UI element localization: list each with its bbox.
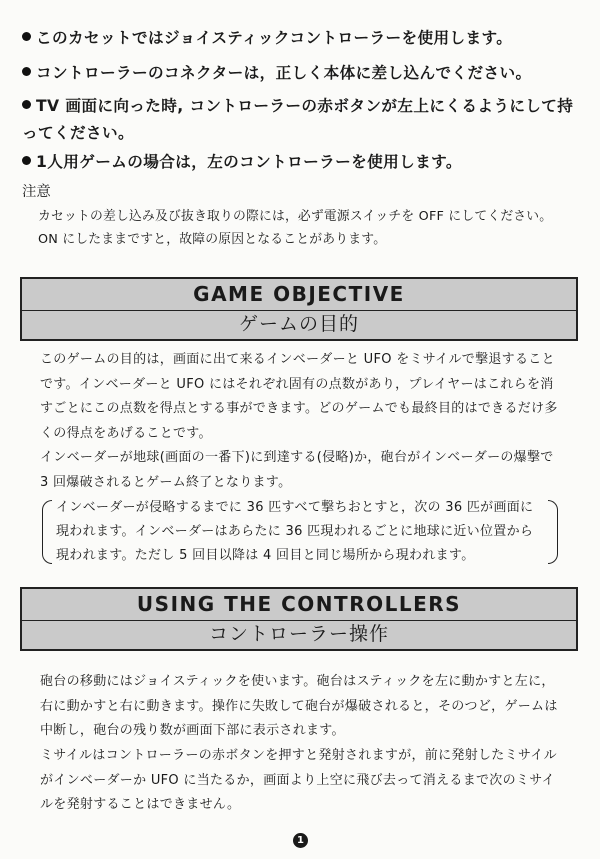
bullet-dot-icon xyxy=(22,32,31,41)
bullet-joystick xyxy=(22,25,574,52)
bullet-connector xyxy=(22,60,574,87)
bracketed-note xyxy=(42,496,558,568)
caution-line: ON にしたままですと，故障の原因となることがあります。 xyxy=(38,232,387,247)
bullet-dot-icon xyxy=(22,156,31,165)
bullet-text: コントローラーのコネクターは，正しく本体に差し込んでください。 xyxy=(36,64,532,82)
bullet-hold-controller xyxy=(22,93,574,147)
bullet-dot-icon xyxy=(22,100,31,109)
section-title-jp: コントローラー操作 xyxy=(208,623,389,645)
bracket-note-line: インベーダーが侵略するまでに 36 匹すべて撃ちおとすと，次の 36 匹が画面に xyxy=(56,500,534,515)
bullet-text: このカセットではジョイスティックコントローラーを使用します。 xyxy=(36,29,513,47)
game-over-paragraph: インベーダーが地球(画面の一番下)に到達する(侵略)か，砲台がインベーダーの爆撃で 3 回爆破されるとゲーム終了となります。 xyxy=(40,450,554,490)
section-title-jp: ゲームの目的 xyxy=(238,313,359,335)
caution-heading: 注意 xyxy=(22,184,51,200)
bracket-note-line: 現われます。ただし 5 回目以降は 4 回目と同じ場所から現われます。 xyxy=(56,548,475,563)
section-header-game-objective xyxy=(20,277,578,341)
movement-paragraph: 砲台の移動にはジョイスティックを使います。砲台はスティックを左に動かすと左に，右に動かすと右に動きます。操作に失敗して砲台が爆破されると，そのつど，ゲームは中断し，砲台の残り数が画面下部に表示されます。 xyxy=(40,674,558,738)
right-bracket xyxy=(548,500,558,564)
section-header-using-controllers xyxy=(20,587,578,651)
page-number: 1 xyxy=(293,833,308,848)
section-title-en: GAME OBJECTIVE xyxy=(22,279,576,311)
objective-paragraph: このゲームの目的は，画面に出て来るインベーダーと UFO をミサイルで撃退することです。インベーダーと UFO にはそれぞれ固有の点数があり，プレイヤーはこれらを消すごとにこの点数を得点とする事ができます。どのゲームでも最終目的はできるだけ多くの得点をあげることです。 xyxy=(40,352,558,441)
bullet-text: 1人用ゲームの場合は，左のコントローラーを使用します。 xyxy=(36,153,462,171)
section-title-en: USING THE CONTROLLERS xyxy=(22,589,576,621)
bullet-dot-icon xyxy=(22,67,31,76)
bullet-text: TV 画面に向った時, コントローラーの赤ボタンが左上にくるようにして持ってください。 xyxy=(22,97,574,142)
caution-line: カセットの差し込み及び抜き取りの際には，必ず電源スイッチを OFF にしてください。 xyxy=(38,209,553,224)
bracket-note-line: 現われます。インベーダーはあらたに 36 匹現われるごとに地球に近い位置から xyxy=(56,524,534,539)
missile-paragraph: ミサイルはコントローラーの赤ボタンを押すと発射されますが，前に発射したミサイルがインベーダーか UFO に当たるか，画面より上空に飛び去って消えるまで次のミサイルを発射することはできません。 xyxy=(40,748,557,812)
left-bracket xyxy=(42,500,52,564)
bullet-one-player xyxy=(22,149,574,176)
